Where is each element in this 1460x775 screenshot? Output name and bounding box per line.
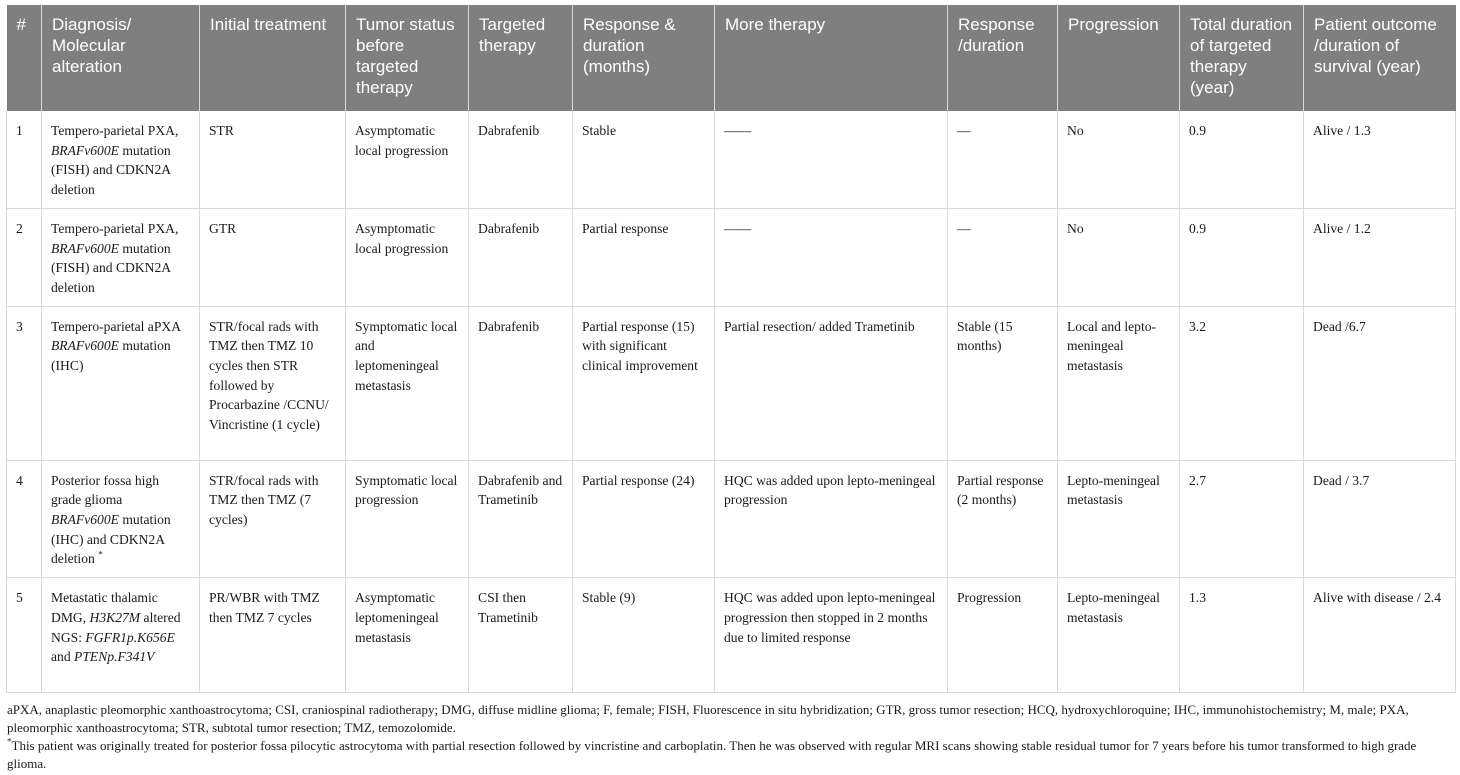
cell-response: Partial response (15) with significant clinical improvement: [573, 306, 715, 460]
star-footnote-text: This patient was originally treated for posterior fossa pilocytic astrocytoma with partial resection followed by vincristine and carboplatin. Then he was observed with regular MRI scans showing stable residual tumor for 7 years before his tumor transformed to high grade glioma.: [7, 738, 1417, 771]
cell-response-2: Partial response (2 months): [948, 460, 1058, 578]
cell-more-therapy: HQC was added upon lepto-meningeal progression: [715, 460, 948, 578]
cell-tumor-status: Symptomatic local progression: [346, 460, 469, 578]
cell-initial-treatment: STR: [200, 111, 346, 208]
cell-response: Partial response: [573, 208, 715, 306]
cell-number: 5: [7, 578, 42, 693]
diagnosis-text: Tempero-parietal aPXA: [51, 318, 181, 334]
header-row: [7, 5, 1456, 111]
header-initial-treatment: Initial treatment: [200, 5, 346, 111]
header-progression: Progression: [1058, 5, 1180, 111]
cell-total-duration: 3.2: [1180, 306, 1304, 460]
cell-more-therapy: Partial resection/ added Trametinib: [715, 306, 948, 460]
header-response-duration: Response & duration (months): [573, 5, 715, 111]
gene-text: BRAFv600E: [51, 142, 119, 158]
header-diagnosis: Diagnosis/ Molecular alteration: [42, 5, 200, 111]
diagnosis-text: mutation (IHC): [51, 338, 171, 374]
table-header: [7, 5, 1456, 111]
diagnosis-text: and: [51, 649, 71, 665]
cell-outcome: Alive with disease / 2.4: [1304, 578, 1456, 693]
cell-outcome: Alive / 1.3: [1304, 111, 1456, 208]
cell-number: 2: [7, 208, 42, 306]
cell-targeted-therapy: Dabrafenib: [469, 306, 573, 460]
cell-total-duration: 0.9: [1180, 111, 1304, 208]
cell-number: 4: [7, 460, 42, 578]
cell-targeted-therapy: Dabrafenib: [469, 208, 573, 306]
header-response-duration-2: Response /duration: [948, 5, 1058, 111]
table-row: [7, 460, 1456, 578]
table-footnotes: [7, 701, 1455, 773]
footnote-marker: *: [98, 549, 103, 560]
cell-total-duration: 2.7: [1180, 460, 1304, 578]
cell-number: 3: [7, 306, 42, 460]
diagnosis-text: Posterior fossa high grade glioma: [51, 472, 159, 508]
header-more-therapy: More therapy: [715, 5, 948, 111]
header-patient-outcome: Patient outcome /duration of survival (year): [1304, 5, 1456, 111]
cell-diagnosis: [42, 578, 200, 693]
cell-response: Partial response (24): [573, 460, 715, 578]
cell-progression: Lepto-meningeal metastasis: [1058, 460, 1180, 578]
header-number: #: [7, 5, 42, 111]
table-row: [7, 306, 1456, 460]
diagnosis-text: mutation (IHC) and CDKN2A deletion: [51, 512, 171, 567]
header-total-duration: Total duration of targeted therapy (year): [1180, 5, 1304, 111]
cell-progression: No: [1058, 208, 1180, 306]
cell-response-2: —: [948, 208, 1058, 306]
cell-total-duration: 0.9: [1180, 208, 1304, 306]
cell-initial-treatment: STR/focal rads with TMZ then TMZ (7 cycles): [200, 460, 346, 578]
table-row: [7, 208, 1456, 306]
cell-number: 1: [7, 111, 42, 208]
cell-tumor-status: Symptomatic local and leptomeningeal metastasis: [346, 306, 469, 460]
cell-targeted-therapy: Dabrafenib and Trametinib: [469, 460, 573, 578]
diagnosis-text: Tempero-parietal PXA,: [51, 123, 179, 138]
abbreviations-note: aPXA, anaplastic pleomorphic xanthoastrocytoma; CSI, craniospinal radiotherapy; DMG, diffuse midline glioma; F, female; FISH, Fluorescence in situ hybridization; GTR, gross tumor resection; HCQ, hydroxychloroquine; IHC, immunohistochemistry; M, male; PXA, pleomorphic xanthoastrocytoma; STR, subtotal tumor resection; TMZ, temozolomide.: [7, 702, 1409, 735]
header-tumor-status: Tumor status before targeted therapy: [346, 5, 469, 111]
cell-progression: No: [1058, 111, 1180, 208]
diagnosis-text: mutation (FISH) and CDKN2A deletion: [51, 142, 171, 198]
cell-progression: Local and lepto-meningeal metastasis: [1058, 306, 1180, 460]
results-table: [6, 5, 1456, 693]
cell-total-duration: 1.3: [1180, 578, 1304, 693]
gene-text: BRAFv600E: [51, 512, 119, 528]
table-row: [7, 578, 1456, 693]
header-targeted-therapy: Targeted therapy: [469, 5, 573, 111]
diagnosis-text: Metastatic thalamic DMG,: [51, 590, 158, 625]
cell-outcome: Dead /6.7: [1304, 306, 1456, 460]
cell-tumor-status: Asymptomatic local progression: [346, 111, 469, 208]
cell-tumor-status: Asymptomatic leptomeningeal metastasis: [346, 578, 469, 693]
cell-more-therapy: ——: [715, 208, 948, 306]
diagnosis-text: altered NGS:: [51, 609, 181, 645]
cell-outcome: Dead / 3.7: [1304, 460, 1456, 578]
cell-initial-treatment: GTR: [200, 208, 346, 306]
cell-response: Stable (9): [573, 578, 715, 693]
cell-initial-treatment: PR/WBR with TMZ then TMZ 7 cycles: [200, 578, 346, 693]
cell-initial-treatment: STR/focal rads with TMZ then TMZ 10 cycles then STR followed by Procarbazine /CCNU/ Vincristine (1 cycle): [200, 306, 346, 460]
cell-targeted-therapy: Dabrafenib: [469, 111, 573, 208]
cell-progression: Lepto-meningeal metastasis: [1058, 578, 1180, 693]
cell-more-therapy: ——: [715, 111, 948, 208]
diagnosis-text: mutation (FISH) and CDKN2A deletion: [51, 240, 171, 295]
gene-text: FGFR1p.K656E: [85, 629, 175, 645]
gene-text: BRAFv600E: [51, 338, 119, 354]
cell-diagnosis: [42, 111, 200, 208]
table-row: [7, 111, 1456, 208]
table-body: [7, 111, 1456, 693]
cell-response-2: Progression: [948, 578, 1058, 693]
star-footnote: [7, 737, 1455, 773]
gene-text: H3K27M: [89, 609, 141, 625]
cell-tumor-status: Asymptomatic local progression: [346, 208, 469, 306]
cell-targeted-therapy: CSI then Trametinib: [469, 578, 573, 693]
footnote-marker: *: [7, 736, 12, 747]
cell-more-therapy: HQC was added upon lepto-meningeal progression then stopped in 2 months due to limited response: [715, 578, 948, 693]
cell-diagnosis: [42, 306, 200, 460]
diagnosis-text: Tempero-parietal PXA,: [51, 220, 179, 236]
cell-diagnosis: [42, 208, 200, 306]
cell-response-2: Stable (15 months): [948, 306, 1058, 460]
cell-response-2: —: [948, 111, 1058, 208]
cell-diagnosis: [42, 460, 200, 578]
gene-text: BRAFv600E: [51, 240, 119, 256]
gene-text: PTENp.F341V: [74, 649, 155, 665]
cell-outcome: Alive / 1.2: [1304, 208, 1456, 306]
cell-response: Stable: [573, 111, 715, 208]
